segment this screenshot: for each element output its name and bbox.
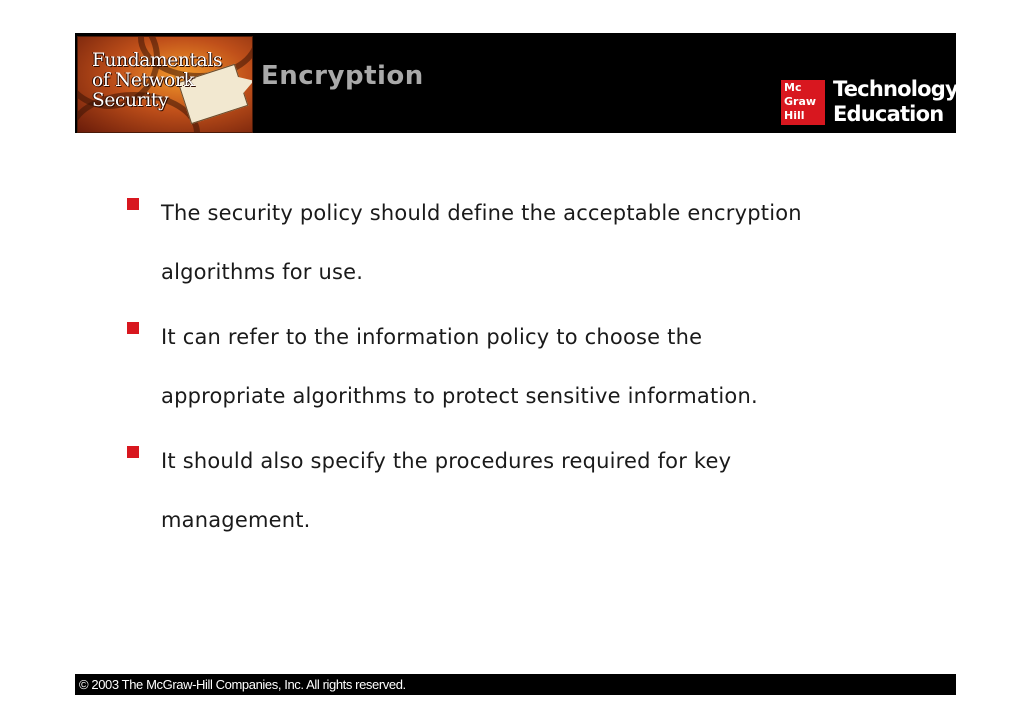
mcgraw-hill-logo [781,80,825,125]
slide-title: Encryption [261,61,424,91]
bullet-text-line: It can refer to the information policy to choose the [161,325,703,349]
square-bullet-icon [127,198,139,210]
square-bullet-icon [127,322,139,334]
bullet-text-line: It should also specify the procedures required for key [161,449,732,473]
publisher-line: Education [833,102,944,126]
logo-mark-text: Graw [784,95,817,108]
bullet-item [127,308,927,426]
bullet-text-line: management. [161,508,311,532]
bullet-item [127,432,927,550]
book-logo-line: of Network [92,70,195,91]
bullet-text-line: appropriate algorithms to protect sensitive information. [161,384,758,408]
book-logo [77,36,253,133]
logo-mark-text: Mc [784,81,802,94]
bullet-item [127,184,927,302]
bullet-text-line: algorithms for use. [161,260,364,284]
logo-mark-text: Hill [784,109,805,122]
slide-header [75,33,956,133]
bullet-text-line: The security policy should define the acceptable encryption [161,201,802,225]
bullet-list [127,184,927,556]
square-bullet-icon [127,446,139,458]
book-logo-line: Security [92,90,169,111]
book-logo-line: Fundamentals [92,50,223,71]
publisher-line: Technology [833,77,958,101]
slide-footer [75,674,956,695]
copyright-text: © 2003 The McGraw-Hill Companies, Inc. All rights reserved. [79,677,406,692]
